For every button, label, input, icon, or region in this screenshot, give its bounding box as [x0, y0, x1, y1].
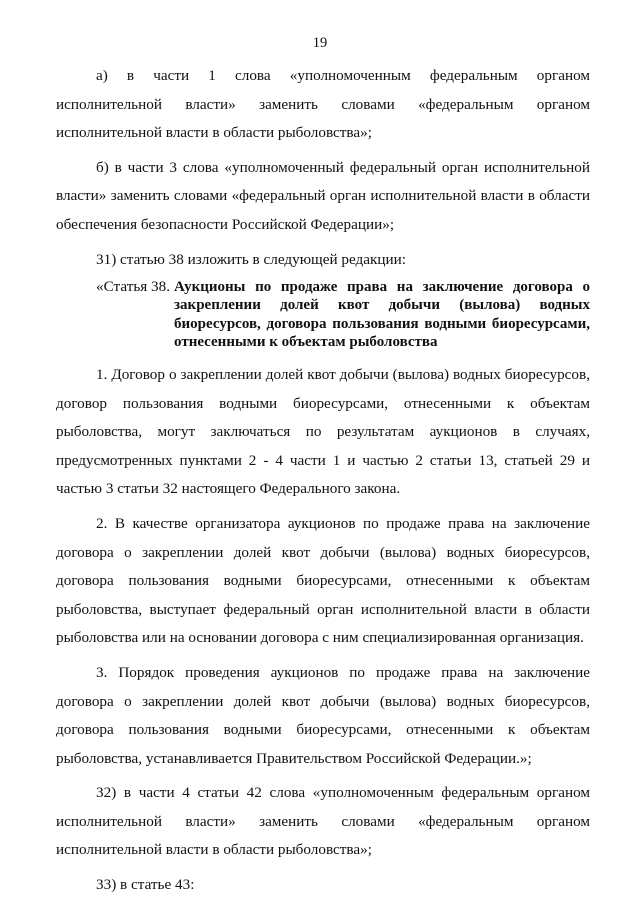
- page-number: 19: [312, 35, 328, 51]
- article-heading: [56, 278, 590, 351]
- paragraph-b: б) в части 3 слова «уполномоченный федеральный орган исполнительной власти» заменить словами «федеральный орган исполнительной власти в области обеспечения безопасности Российской Федерации»;: [56, 158, 590, 233]
- article-clause-2: 2. В качестве организатора аукционов по продаже права на заключение договора о закреплении долей квот добычи (вылова) водных биоресурсов, договора пользования водными биоресурсами, отнесенными к объектам рыболовства, выступает федеральный орган исполнительной власти в области рыболовства или на основании договора с ним специализированная организация.: [56, 514, 590, 647]
- article-prefix: «Статья 38.: [96, 278, 171, 296]
- paragraph-a: а) в части 1 слова «уполномоченным федеральным органом исполнительной власти» заменить словами «федеральным органом исполнительной власти в области рыболовства»;: [56, 67, 590, 142]
- article-title: Аукционы по продаже права на заключение договора о закреплении долей квот добычи (вылова) водных биоресурсов, договора пользования водными биоресурсами, отнесенными к объектам рыболовства: [174, 279, 590, 350]
- article-clause-1: 1. Договор о закреплении долей квот добычи (вылова) водных биоресурсов, договор пользования водными биоресурсами, отнесенными к объектам рыболовства, могут заключаться по результатам аукционов в случаях, предусмотренных пунктами 2 - 4 части 1 и частью 2 статьи 13, статьей 29 и частью 3 статьи 32 настоящего Федерального закона.: [56, 365, 590, 498]
- paragraph-32: 32) в части 4 статьи 42 слова «уполномоченным федеральным органом исполнительной власти» заменить словами «федеральным органом исполнительной власти в области рыболовства»;: [56, 784, 590, 859]
- document-body: [56, 62, 590, 900]
- paragraph-31: 31) статью 38 изложить в следующей редакции:: [96, 250, 406, 268]
- article-clause-3: 3. Порядок проведения аукционов по продаже права на заключение договора о закреплении долей квот добычи (вылова) водных биоресурсов, договора пользования водными биоресурсами, отнесенными к объектам рыболовства, устанавливается Правительством Российской Федерации.»;: [56, 663, 590, 767]
- paragraph-33: 33) в статье 43:: [96, 876, 195, 894]
